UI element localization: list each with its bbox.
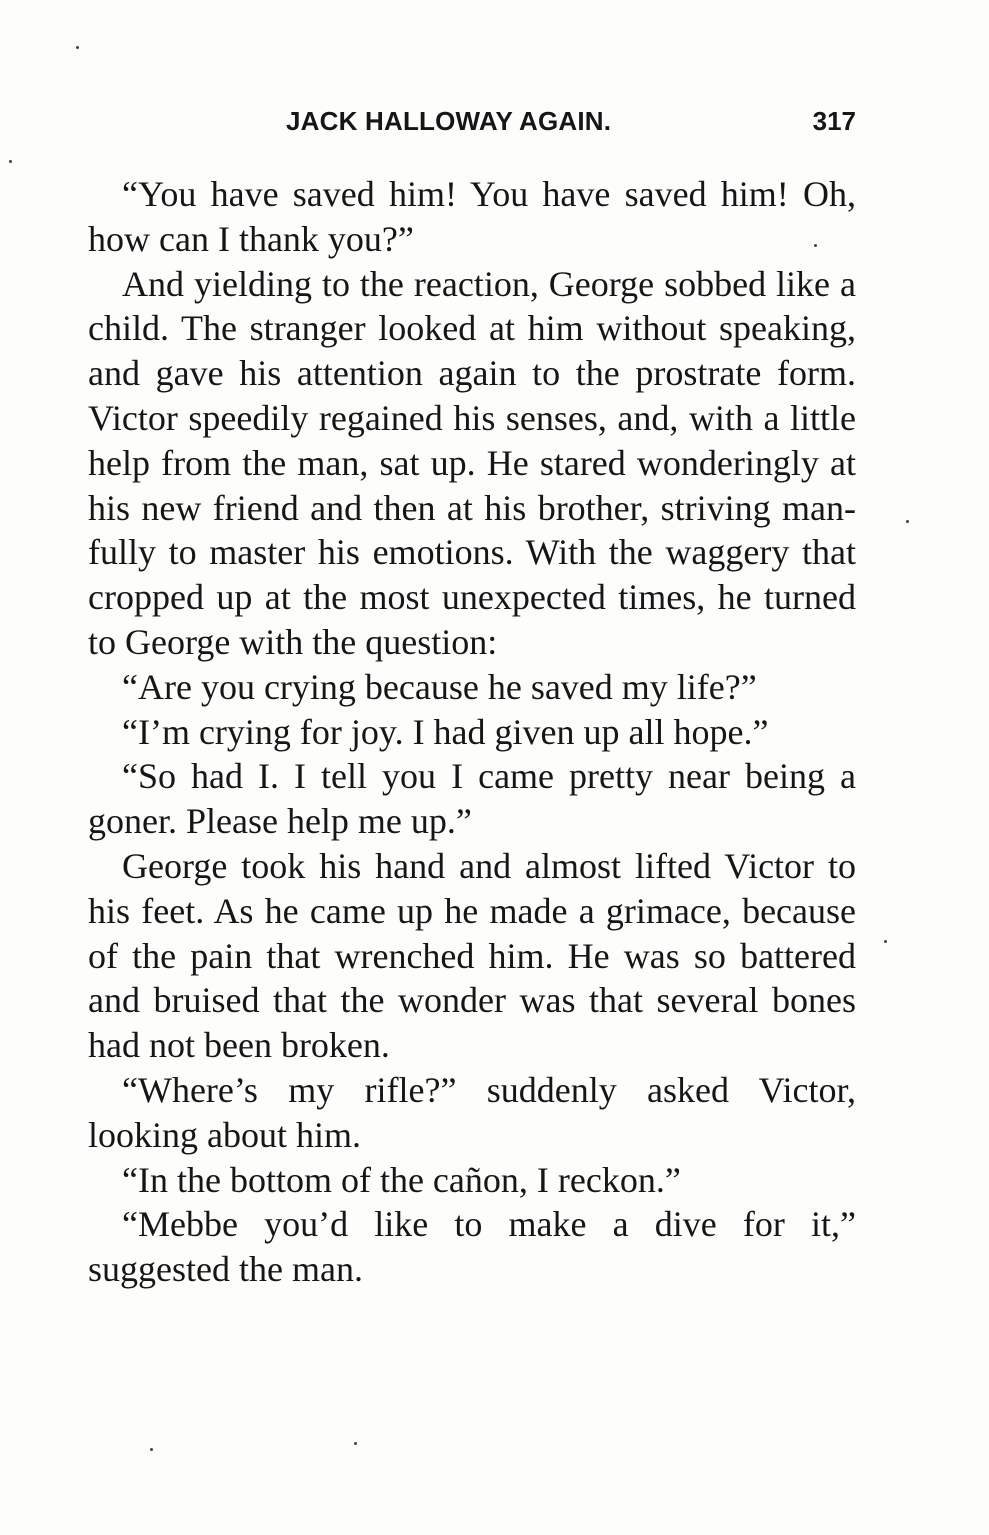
paragraph: “So had I. I tell you I came pretty near being a goner. Please help me up.” bbox=[88, 756, 856, 842]
paragraph: “Are you crying because he saved my life?” bbox=[122, 666, 757, 707]
paper-speck bbox=[354, 1442, 357, 1445]
running-head: JACK HALLOWAY AGAIN. bbox=[286, 106, 612, 136]
body-text bbox=[88, 172, 856, 1292]
page-number: 317 bbox=[812, 106, 856, 136]
paper-speck bbox=[76, 46, 79, 49]
page-header bbox=[88, 100, 856, 150]
paper-speck bbox=[150, 1448, 153, 1451]
paragraph: And yielding to the reaction, George sobbed like a child. The stranger looked at him without speaking, and gave his attention again to the prostrate form. Victor speedily regained his senses, and, with a little help from the man, sat up. He stared wonderingly at his new friend and then at his brother, striving manfully to master his emotions. With the waggery that cropped up at the most unexpected times, he turned to George with the question: bbox=[88, 263, 856, 662]
paragraph: “Where’s my rifle?” suddenly asked Victor, looking about him. bbox=[88, 1069, 856, 1155]
paragraph: “In the bottom of the cañon, I reckon.” bbox=[122, 1159, 681, 1200]
paper-speck bbox=[814, 244, 817, 247]
paper-speck bbox=[906, 520, 909, 523]
paragraph: “Mebbe you’d like to make a dive for it,” suggested the man. bbox=[88, 1204, 856, 1290]
paragraph: “You have saved him! You have saved him! Oh, how can I thank you?” bbox=[88, 174, 856, 259]
paragraph: George took his hand and almost lifted Victor to his feet. As he came up he made a grimace, because of the pain that wrenched him. He was so battered and bruised that the wonder was that several bones had not been broken. bbox=[88, 845, 856, 1066]
paragraph: “I’m crying for joy. I had given up all hope.” bbox=[122, 711, 769, 752]
paper-speck bbox=[884, 940, 887, 943]
paper-speck bbox=[9, 160, 12, 163]
